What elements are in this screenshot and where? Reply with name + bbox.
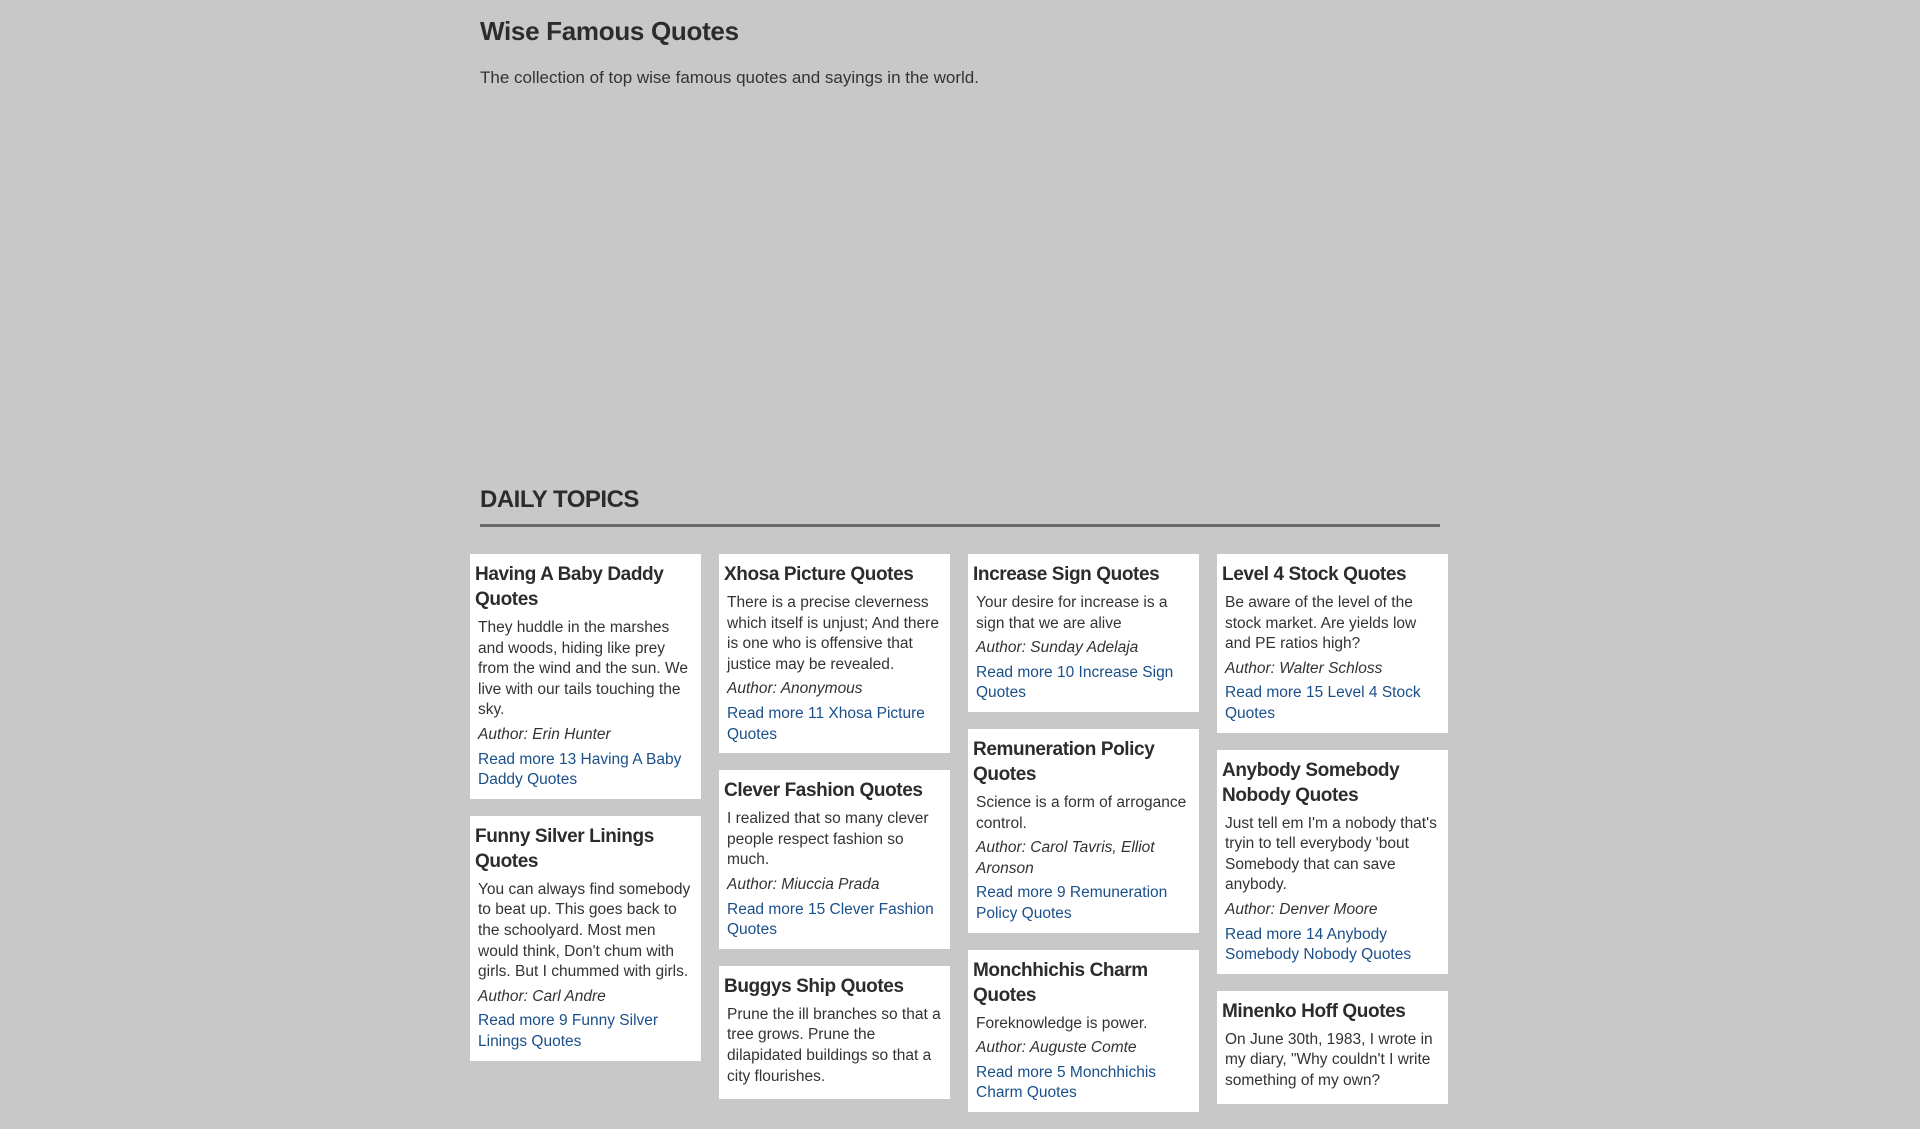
read-more-link[interactable]: Read more 9 Remuneration Policy Quotes [976, 884, 1168, 922]
topic-card [1217, 991, 1448, 1104]
quote-author: Author: Walter Schloss [1225, 659, 1383, 677]
topic-card [968, 729, 1199, 933]
daily-topics-divider [480, 524, 1440, 527]
read-more-link[interactable]: Read more 9 Funny Silver Linings Quotes [478, 1012, 659, 1050]
read-more-link[interactable]: Read more 13 Having A Baby Daddy Quotes [478, 750, 682, 789]
topics-column [1217, 554, 1448, 1121]
topics-grid [470, 554, 1450, 1102]
quote-text: On June 30th, 1983, I wrote in my diary, "Why couldn't I write something of my own? [1225, 1030, 1433, 1089]
quote-author: Author: Anonymous [727, 680, 863, 698]
quote-author: Author: Auguste Comte [976, 1039, 1137, 1057]
topic-title[interactable]: Having A Baby Daddy Quotes [475, 564, 664, 610]
topic-card [719, 770, 950, 949]
quote-author: Author: Denver Moore [1225, 900, 1378, 918]
daily-topics-header [480, 486, 1440, 527]
topics-column [719, 554, 950, 1116]
quote-text: They huddle in the marshes and woods, hiding like prey from the wind and the sun. We live with our tails touching the sky. [478, 619, 688, 719]
topic-card [968, 554, 1199, 712]
site-description: The collection of top wise famous quotes and sayings in the world. [480, 68, 979, 87]
site-title[interactable]: Wise Famous Quotes [480, 16, 739, 46]
quote-author: Author: Sunday Adelaja [976, 639, 1139, 657]
topic-title[interactable]: Monchhichis Charm Quotes [973, 959, 1148, 1006]
topic-card [719, 966, 950, 1099]
topic-card [719, 554, 950, 753]
topic-title[interactable]: Buggys Ship Quotes [724, 975, 904, 997]
read-more-link[interactable]: Read more 15 Clever Fashion Quotes [727, 900, 934, 939]
topics-column [968, 554, 1199, 1129]
topic-card [968, 950, 1199, 1112]
quote-author: Author: Erin Hunter [478, 725, 611, 743]
topic-title[interactable]: Increase Sign Quotes [973, 564, 1160, 585]
read-more-link[interactable]: Read more 11 Xhosa Picture Quotes [727, 704, 925, 743]
daily-topics-title: DAILY TOPICS [480, 486, 639, 513]
quote-text: Be aware of the level of the stock market. Are yields low and PE ratios high? [1225, 594, 1417, 653]
topics-column [470, 554, 701, 1078]
topic-card [470, 816, 701, 1061]
read-more-link[interactable]: Read more 10 Increase Sign Quotes [976, 663, 1174, 702]
topic-title[interactable]: Xhosa Picture Quotes [724, 564, 914, 585]
topic-title[interactable]: Clever Fashion Quotes [724, 780, 923, 802]
topic-card [1217, 750, 1448, 974]
read-more-link[interactable]: Read more 15 Level 4 Stock Quotes [1225, 684, 1421, 722]
quote-author: Author: Carol Tavris, Elliot Aronson [976, 839, 1155, 877]
quote-text: Foreknowledge is power. [976, 1014, 1148, 1032]
topic-title[interactable]: Minenko Hoff Quotes [1222, 1000, 1406, 1022]
quote-text: Your desire for increase is a sign that we are alive [976, 594, 1168, 632]
topic-title[interactable]: Level 4 Stock Quotes [1222, 564, 1407, 585]
quote-text: Just tell em I'm a nobody that's tryin to tell everybody 'bout Somebody that can save anybody. [1225, 814, 1437, 894]
quote-text: There is a precise cleverness which itself is unjust; And there is one who is offensive that justice may be revealed. [727, 594, 939, 673]
topic-title[interactable]: Funny Silver Linings Quotes [475, 825, 654, 872]
topic-title[interactable]: Remuneration Policy Quotes [973, 738, 1155, 785]
quote-text: Prune the ill branches so that a tree grows. Prune the dilapidated buildings so that a city flourishes. [727, 1005, 941, 1085]
site-header [480, 12, 1440, 88]
read-more-link[interactable]: Read more 14 Anybody Somebody Nobody Quotes [1225, 925, 1412, 964]
quote-text: You can always find somebody to beat up. This goes back to the schoolyard. Most men would think, Don't chum with girls. But I chummed with girls. [478, 880, 691, 981]
topic-title[interactable]: Anybody Somebody Nobody Quotes [1222, 759, 1400, 806]
quote-author: Author: Carl Andre [478, 987, 606, 1005]
quote-text: Science is a form of arrogance control. [976, 793, 1187, 832]
quote-text: I realized that so many clever people respect fashion so much. [727, 810, 929, 869]
topic-card [1217, 554, 1448, 733]
topic-card [470, 554, 701, 799]
quote-author: Author: Miuccia Prada [727, 875, 880, 893]
read-more-link[interactable]: Read more 5 Monchhichis Charm Quotes [976, 1063, 1157, 1102]
